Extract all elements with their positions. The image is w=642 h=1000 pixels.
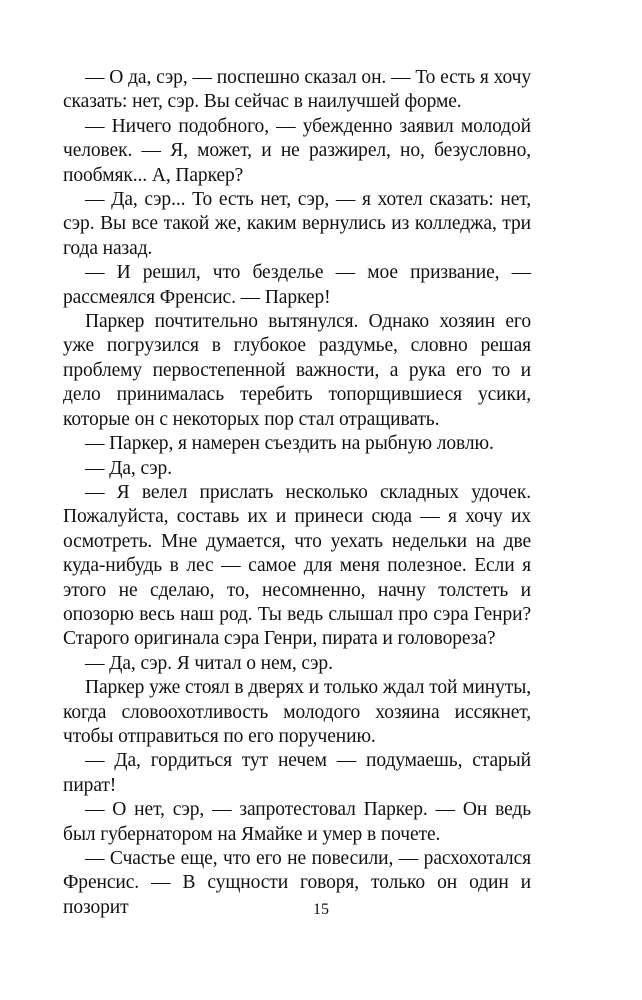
paragraph: — Я велел прислать несколько складных удочек. Пожалуйста, составь их и принеси сюда — я хочу их осмотреть. Мне думается, что уехать недельки на две куда-нибудь в лес — самое для меня полезное. Если я этого не сделаю, то, несомненно, начну толстеть и опозорю весь наш род. Ты ведь слышал про сэра Генри? Старого оригинала сэра Генри, пирата и головореза? [63,481,531,650]
page-number: 15 [313,901,329,918]
paragraph: — Да, гордиться тут нечем — подумаешь, старый пират! [63,750,531,796]
paragraph: — Паркер, я намерен съездить на рыбную ловлю. [85,433,494,455]
page-text-block [63,66,531,920]
paragraph: — Да, сэр... То есть нет, сэр, — я хотел сказать: нет, сэр. Вы все такой же, каким вернулись из колледжа, три года назад. [63,189,531,259]
paragraph: — И решил, что безделье — мое призвание, — рассмеялся Френсис. — Паркер! [63,262,531,308]
paragraph: — Да, сэр. Я читал о нем, сэр. [85,652,333,674]
paragraph: Паркер почтительно вытянулся. Однако хозяин его уже погрузился в глубокое раздумье, словно решая проблему первостепенной важности, а рука его то и дело принималась теребить топорщившиеся усики, которые он с некоторых пор стал отращивать. [63,311,531,430]
paragraph: — О да, сэр, — поспешно сказал он. — То есть я хочу сказать: нет, сэр. Вы сейчас в наилучшей форме. [63,67,531,113]
paragraph: — Ничего подобного, — убежденно заявил молодой человек. — Я, может, и не разжирел, но, безусловно, пообмяк... А, Паркер? [63,115,531,186]
paragraph: — Счастье еще, что его не повесили, — расхохотался Френсис. — В сущности говоря, только он один и позорит [63,848,531,918]
paragraph: — Да, сэр. [85,457,172,479]
paragraph: — О нет, сэр, — запротестовал Паркер. — Он ведь был губернатором на Ямайке и умер в почете. [63,799,531,845]
paragraph: Паркер уже стоял в дверях и только ждал той минуты, когда словоохотливость молодого хозяина иссякнет, чтобы отправиться по его поручению. [63,677,531,747]
